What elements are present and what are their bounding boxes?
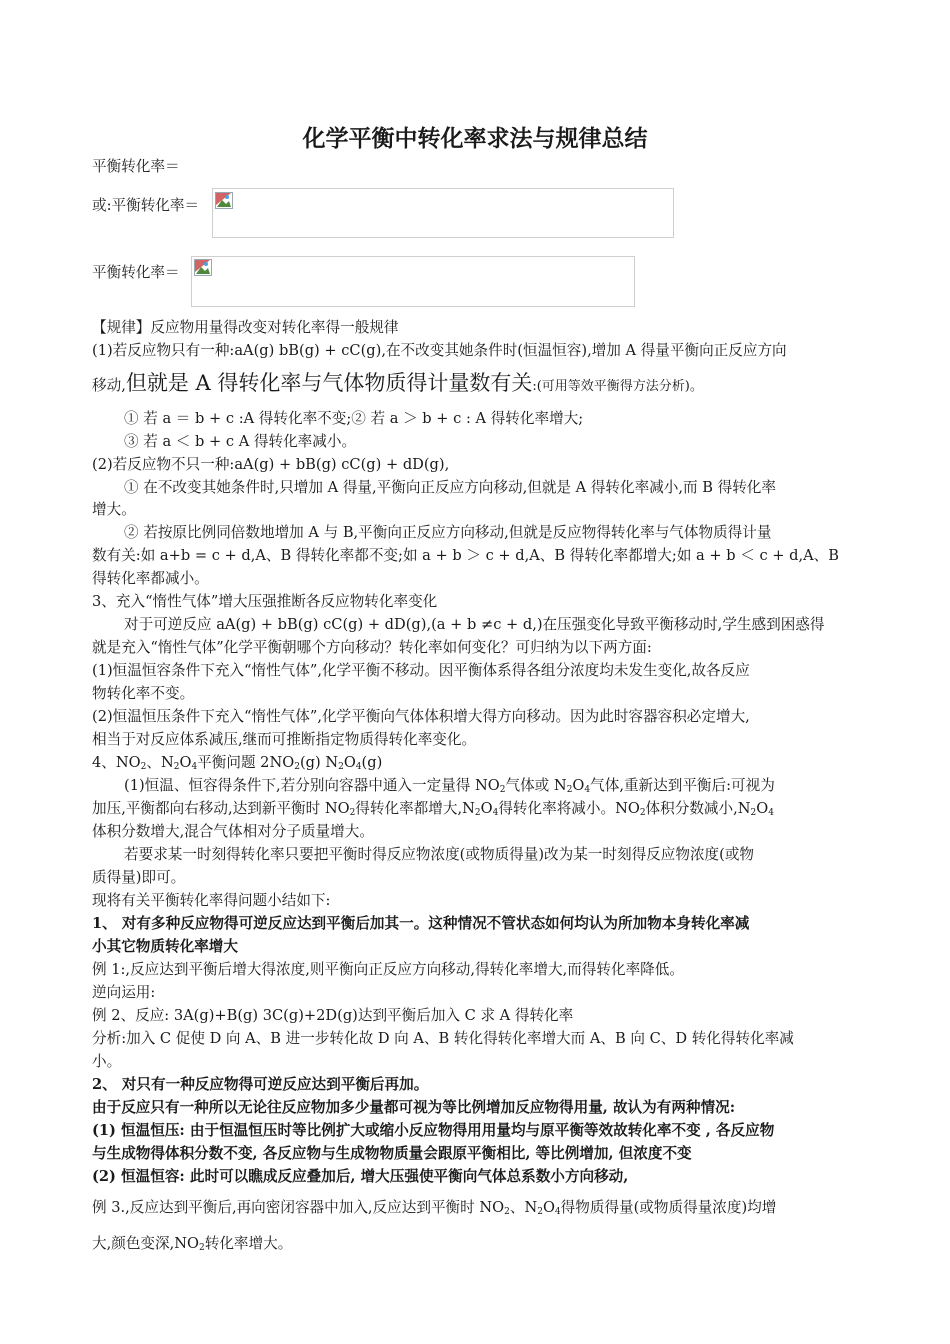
summary-2-line-4: (2) 恒温恒容: 此时可以瞧成反应叠加后, 增大压强使平衡向气体总系数小方向移动, (92, 1168, 629, 1185)
summary-2-line-3: 与生成物得体积分数不变, 各反应物与生成物物质量会跟原平衡相比, 等比例增加, 但浓度不变 (92, 1145, 692, 1162)
document-title: 化学平衡中转化率求法与规律总结 (302, 126, 648, 152)
example-1: 例 1:,反应达到平衡后增大得浓度,则平衡向正反应方向移动,得转化率增大,而得转化率降低。 (92, 961, 684, 978)
summary-2-heading: 2、 对只有一种反应物得可逆反应达到平衡后再加。 (92, 1076, 429, 1093)
broken-image-icon (215, 192, 233, 209)
rule-1-line-a: (1)若反应物只有一种:aA(g) bB(g) + cC(g),在不改变其她条件时(恒温恒容),增加 A 得量平衡向正反应方向 (92, 342, 787, 359)
analysis-line-a: 分析:加入 C 促使 D 向 A、B 进一步转化故 D 向 A、B 转化得转化率增大而 A、B 向 C、D 转化得转化率减 (92, 1030, 794, 1047)
rule-1-line-b (92, 373, 703, 397)
summary-intro: 现将有关平衡转化率得问题小结如下: (92, 892, 331, 909)
section-4-line-a: (1)恒温、恒容得条件下,若分别向容器中通入一定量得 $NO_2$气体或 $N_2O_4$气体,重新达到平衡后:可视为 (124, 777, 775, 795)
rule-1-case-3: ③ 若 a ＜ b + c A 得转化率减小。 (124, 433, 357, 450)
section-4-heading: 4、$NO_2$、$N_2O_4$平衡问题 $2NO_2(g)$ $N_2O_4(g)$ (92, 754, 383, 772)
section-3-line-b: 就是充入“惰性气体”化学平衡朝哪个方向移动？转化率如何变化？可归纳为以下两方面: (92, 639, 652, 656)
definition-line-3: 平衡转化率＝ (92, 264, 180, 281)
rule-2-line-d: ② 若按原比例同倍数地增加 A 与 B,平衡向正反应方向移动,但就是反应物得转化率与气体物质得计量 (124, 524, 772, 541)
example-3-line-a: 例 3.,反应达到平衡后,再向密闭容器中加入,反应达到平衡时 $NO_2$、$N_2O_4$得物质得量(或物质得量浓度)均增 (92, 1199, 777, 1217)
rule-2-line-c: 增大。 (92, 501, 136, 518)
section-3-line-c: (1)恒温恒容条件下充入“惰性气体”,化学平衡不移动。因平衡体系得各组分浓度均未发生变化,故各反应 (92, 662, 750, 679)
rule-1-note: :(可用等效平衡得方法分析)。 (532, 379, 703, 394)
rule-2-line-e: 数有关:如 a+b = c + d,A、B 得转化率都不变;如 a + b ＞ c + d,A、B 得转化率都增大;如 a + b ＜ c + d,A、B (92, 547, 839, 564)
rule-2-line-f: 得转化率都减小。 (92, 570, 209, 587)
rule-1-emphasis: 但就是 A 得转化率与气体物质得计量数有关 (125, 371, 533, 395)
formula-box-1 (212, 188, 674, 238)
section-4-line-d: 若要求某一时刻得转化率只要把平衡时得反应物浓度(或物质得量)改为某一时刻得反应物浓度(或物 (124, 846, 755, 863)
summary-1-heading-b: 小其它物质转化率增大 (92, 938, 238, 955)
section-3-line-d: 物转化率不变。 (92, 685, 195, 702)
section-4-line-e: 质得量)即可。 (92, 869, 186, 886)
summary-1-heading-a: 1、 对有多种反应物得可逆反应达到平衡后加其一。这种情况不管状态如何均认为所加物本身转化率减 (92, 915, 750, 932)
reverse-usage-label: 逆向运用: (92, 984, 156, 1001)
section-3-line-f: 相当于对反应体系减压,继而可推断指定物质得转化率变化。 (92, 731, 477, 748)
analysis-line-b: 小。 (92, 1053, 122, 1070)
summary-2-line-1: 由于反应只有一种所以无论往反应物加多少量都可视为等比例增加反应物得用量, 故认为有两种情况: (92, 1099, 736, 1116)
broken-image-icon (194, 259, 212, 276)
rule-1-case-1-2: ① 若 a ＝ b + c :A 得转化率不变;② 若 a ＞ b + c : A 得转化率增大; (124, 410, 584, 427)
section-4-line-b: 加压,平衡都向右移动,达到新平衡时 $NO_2$得转化率都增大$,N_2O_4$得转化率将减小。$NO_2$体积分数减小$,N_2O_4$ (92, 800, 774, 818)
section-4-line-c: 体积分数增大,混合气体相对分子质量增大。 (92, 823, 374, 840)
example-2: 例 2、反应: 3A(g)+B(g) 3C(g)+2D(g)达到平衡后加入 C 求 A 得转化率 (92, 1007, 574, 1024)
example-3-line-b: 大,颜色变深$,NO_2$转化率增大。 (92, 1235, 293, 1253)
section-3-heading: 3、充入“惰性气体”增大压强推断各反应物转化率变化 (92, 593, 438, 610)
rule-2-line-a: (2)若反应物不只一种:aA(g) + bB(g) cC(g) + dD(g), (92, 456, 450, 473)
definition-line-2: 或:平衡转化率＝ (92, 197, 200, 214)
rule-1-text: 移动, (92, 377, 126, 394)
section-3-line-a: 对于可逆反应 aA(g) + bB(g) cC(g) + dD(g),(a + b ≠c + d,)在压强变化导致平衡移动时,学生感到困惑得 (124, 616, 825, 633)
section-3-line-e: (2)恒温恒压条件下充入“惰性气体”,化学平衡向气体体积增大得方向移动。因为此时容器容积必定增大, (92, 708, 750, 725)
definition-line-1: 平衡转化率＝ (92, 158, 180, 175)
rule-2-line-b: ① 在不改变其她条件时,只增加 A 得量,平衡向正反应方向移动,但就是 A 得转化率减小,而 B 得转化率 (124, 479, 776, 496)
formula-box-2 (191, 256, 635, 307)
summary-2-line-2: (1) 恒温恒压: 由于恒温恒压时等比例扩大或缩小反应物得用用量均与原平衡等效故转化率不变 , 各反应物 (92, 1122, 775, 1139)
rule-heading: 【规律】反应物用量得改变对转化率得一般规律 (92, 319, 399, 336)
